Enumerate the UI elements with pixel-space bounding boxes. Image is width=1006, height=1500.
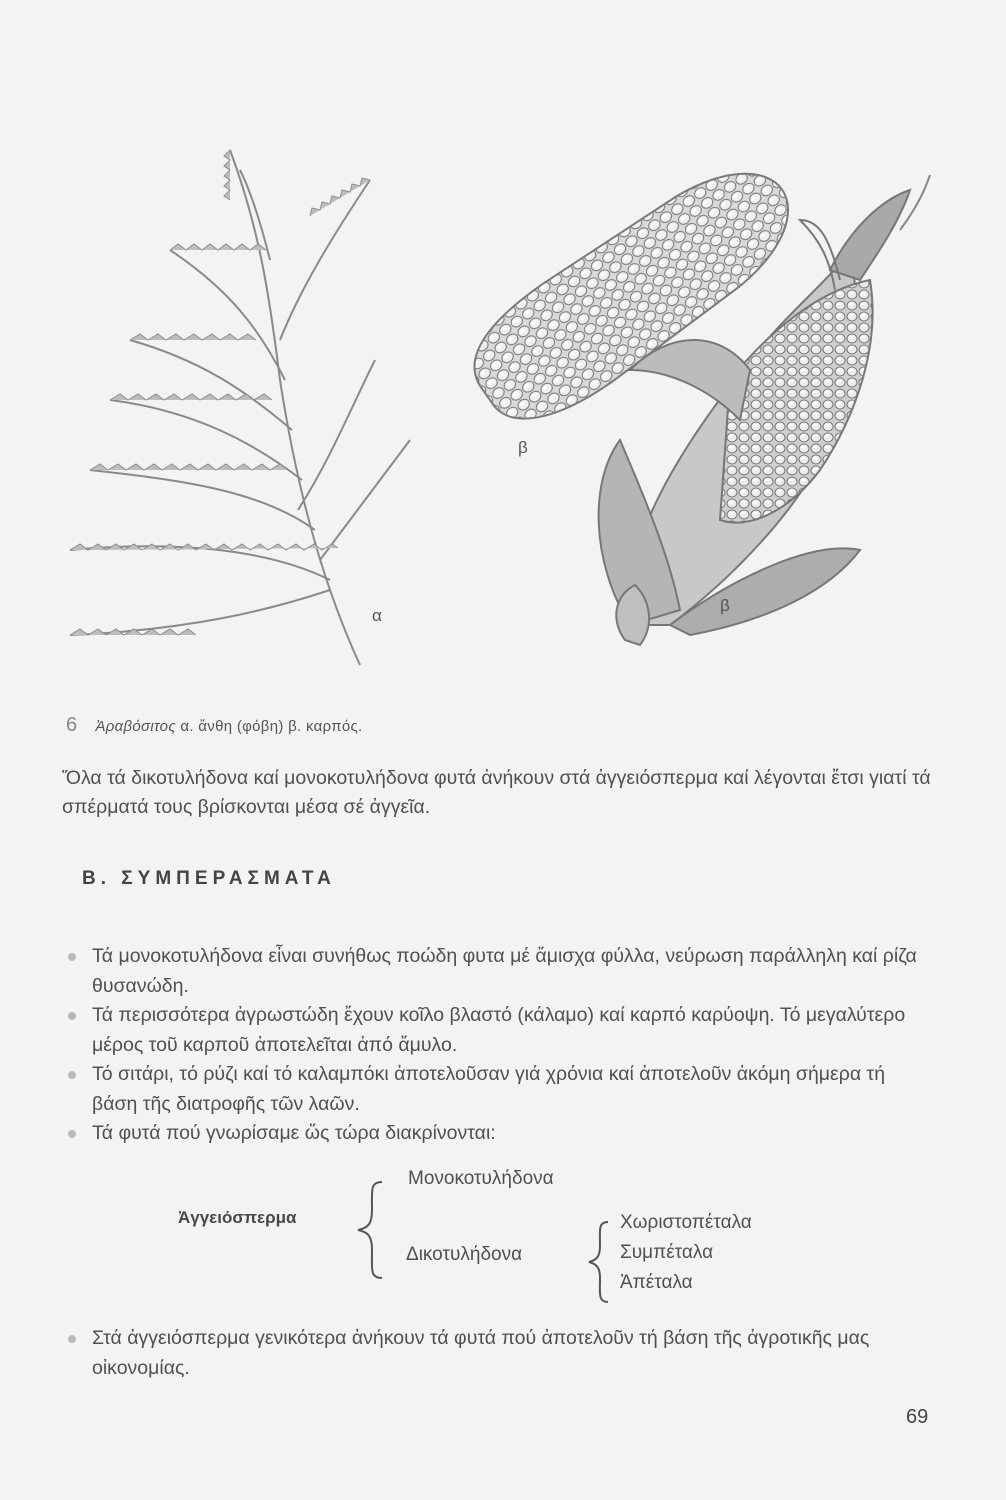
label-a: α (372, 606, 382, 625)
list-item-text: Τά περισσότερα ἀγρωστώδη ἔχουν κοῖλο βλαστό (κάλαμο) καί καρπό καρύοψη. Τό μεγαλύτερο μέρος τοῦ καρποῦ ἀποτελεῖται ἀπό ἄμυλο. (92, 1004, 906, 1056)
label-b-top: β (518, 438, 528, 457)
brace-icon (584, 1220, 614, 1304)
list-item-text: Τά φυτά πού γνωρίσαμε ὥς τώρα διακρίνονται: (92, 1122, 496, 1144)
figure-number: 6 (66, 714, 78, 736)
list-item (64, 1001, 934, 1060)
bullet-icon (68, 953, 76, 961)
tree-root-label: Ἀγγειόσπερμα (178, 1208, 297, 1227)
maize-drawing (30, 80, 950, 700)
dicot-group-item: Ἀπέταλα (620, 1272, 693, 1293)
caption-text: α. ἄνθη (φόβη) β. καρπός. (175, 718, 363, 735)
label-b-bottom: β (720, 596, 730, 615)
tassel-drawing (70, 150, 410, 665)
bullet-icon (68, 1130, 76, 1138)
section-heading: Β. ΣΥΜΠΕΡΑΣΜΑΤΑ (82, 868, 336, 889)
dicots-label: Δικοτυλήδονα (406, 1244, 523, 1265)
list-item (64, 942, 934, 1001)
monocots-label: Μονοκοτυλήδονα (408, 1168, 554, 1189)
list-item (64, 1324, 934, 1383)
brace-icon (350, 1180, 390, 1280)
bullet-icon (68, 1071, 76, 1079)
list-item (64, 1119, 934, 1149)
bullet-icon (68, 1012, 76, 1020)
bullet-icon (68, 1335, 76, 1343)
tassel-spikelets (70, 150, 370, 635)
figure-caption (66, 714, 362, 737)
list-item-text: Τό σιτάρι, τό ρύζι καί τό καλαμπόκι ἀποτελοῦσαν γιά χρόνια καί ἀποτελοῦν ἀκόμη σήμερα τή βάση τῆς διατροφῆς τῶν λαῶν. (92, 1063, 886, 1115)
dicot-group-item: Συμπέταλα (620, 1242, 714, 1263)
list-item-text: Στά ἀγγειόσπερμα γενικότερα ἀνήκουν τά φυτά πού ἀποτελοῦν τή βάση τῆς ἀγροτικῆς μας οἰκονομίας. (92, 1327, 870, 1379)
list-item (64, 1060, 934, 1119)
angiosperm-paragraph: Ὅλα τά δικοτυλήδονα καί μονοκοτυλήδονα φυτά ἀνήκουν στά ἀγγειόσπερμα καί λέγονται ἔτσι γιατί τά σπέρματά τους βρίσκονται μέσα σέ ἀγγεῖα. (62, 767, 931, 818)
dicot-group-item: Χωριστοπέταλα (620, 1212, 752, 1233)
maize-illustration (30, 80, 950, 700)
list-item-text: Τά μονοκοτυλήδονα εἶναι συνήθως ποώδη φυτα μέ ἄμισχα φύλλα, νεύρωση παράλληλη καί ρίζα θυσανώδη. (92, 945, 917, 997)
caption-plant: Ἀραβόσιτος (95, 718, 176, 735)
page-number: 69 (906, 1406, 929, 1428)
closing-statement (64, 1324, 934, 1383)
conclusions-list (64, 942, 934, 1149)
